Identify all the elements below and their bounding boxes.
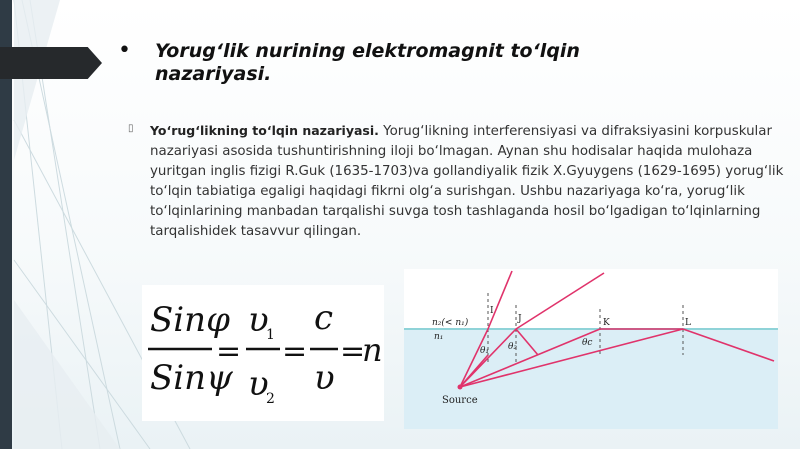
label-L: L <box>685 318 691 328</box>
label-I: I <box>490 306 494 316</box>
label-J: J <box>518 314 522 324</box>
refraction-diagram-image <box>404 269 778 429</box>
formula-equals-3: = <box>340 334 366 369</box>
formula-sin-psi: Sinψ <box>150 358 233 398</box>
formula-v2-sub: 2 <box>266 391 275 407</box>
body-text: Yorug‘likning interferensiyasi va difraksiyasini korpuskular nazariyasi asosida tushuntirishning iloji bo‘lmagan. Aynan shu hodisalar haqida mulohaza yuritgan inglis fizigi R.Guk (1635-1703)va gollandiyalik fizik X.Gyuygens (1629-1695) yorug‘lik to‘lqin tabiatiga egaligi haqidagi fikrni olg‘a surishgan. Ushbu nazariyaga ko‘ra, yorug‘lik to‘lqinlarining manbadan tarqalishi suvga tosh tashlaganda hosil bo‘lgadigan to‘lqinlarning tarqalishidek tasavvur qilingan. <box>150 124 784 239</box>
formula-n: n <box>362 331 383 369</box>
refracted-ray-J <box>516 273 604 329</box>
formula-equals-2: = <box>282 334 308 369</box>
label-source: Source <box>442 395 478 406</box>
formula-v1: υ <box>248 300 269 340</box>
formula-v1-sub: 1 <box>266 327 275 343</box>
label-n1: n₁ <box>434 332 444 342</box>
source-point <box>458 385 463 390</box>
snell-formula <box>142 285 384 421</box>
formula-v: υ <box>314 358 335 398</box>
formula-equals-1: = <box>216 334 242 369</box>
refraction-diagram <box>404 269 778 429</box>
snell-formula-image <box>142 285 384 421</box>
formula-c: c <box>314 298 334 338</box>
label-n2: n₂(< n₁) <box>432 318 469 328</box>
label-K: K <box>603 318 610 328</box>
body-bold-lead: Yo‘rug‘likning to‘lqin nazariyasi. <box>150 123 379 138</box>
body-paragraph <box>150 121 790 242</box>
title-arrow-tab <box>0 47 102 79</box>
label-theta-c: θc <box>582 338 593 348</box>
formula-v2: υ <box>248 364 269 404</box>
formula-sin-phi: Sinφ <box>150 300 230 340</box>
slide-title: Yorug‘lik nurining elektromagnit to‘lqin nazariyasi. <box>155 40 580 85</box>
label-theta2: θ₂ <box>508 342 518 352</box>
refracted-ray-I <box>488 271 512 329</box>
label-theta1: θ₁ <box>480 346 490 356</box>
body-bullet: ▯ <box>128 123 134 134</box>
title-bullet: • <box>118 38 131 63</box>
